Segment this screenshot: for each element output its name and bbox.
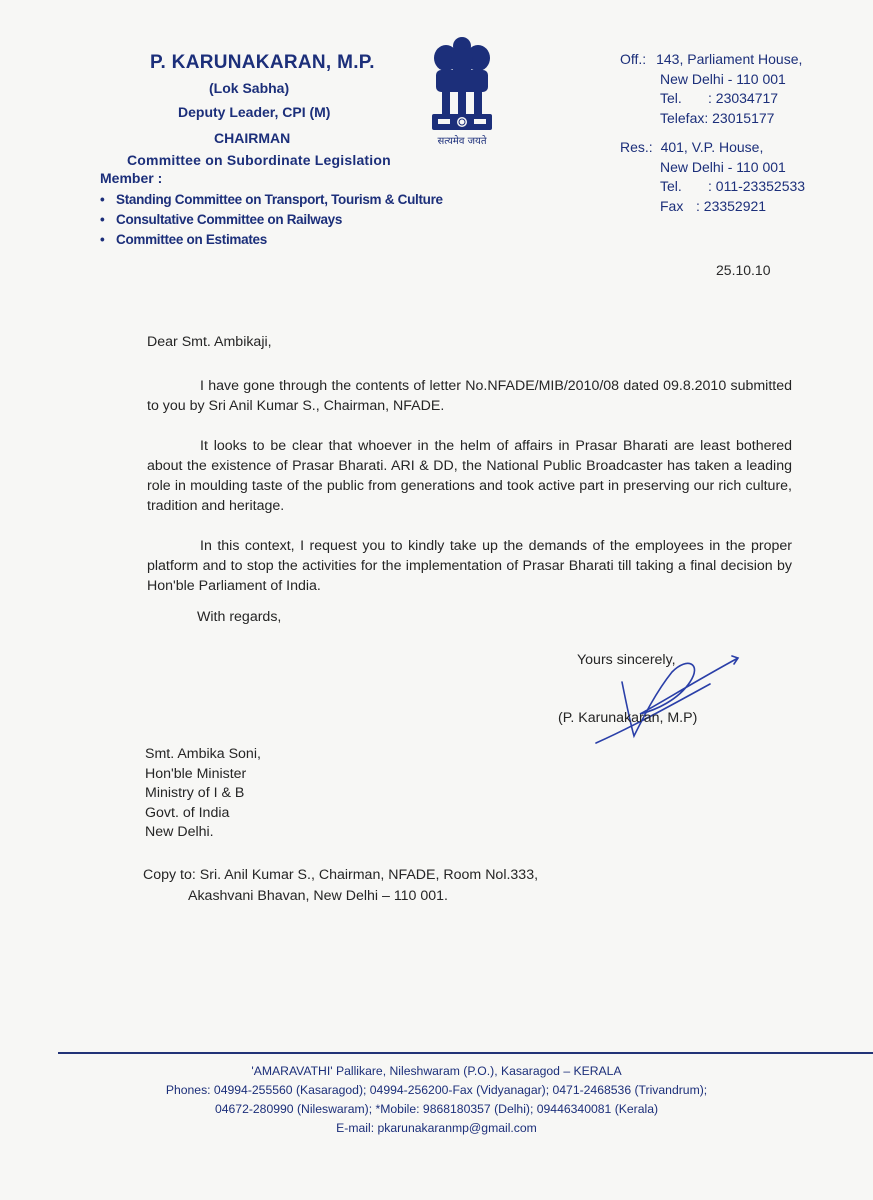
copy-to-line1: Copy to: Sri. Anil Kumar S., Chairman, NFADE, Room Nol.333, <box>143 867 539 883</box>
copy-to-block <box>143 865 538 907</box>
office-fax-label: Telefax <box>660 109 705 126</box>
recipient-line: Ministry of I & B <box>145 785 245 801</box>
chair-committee: Committee on Subordinate Legislation <box>127 152 391 168</box>
recipient-line: Govt. of India <box>145 804 230 821</box>
position-label: Deputy Leader, CPI (M) <box>178 104 331 120</box>
signatory: (P. Karunakaran, M.P) <box>558 710 698 726</box>
residence-address <box>620 138 805 216</box>
recipient-line: New Delhi. <box>145 824 214 840</box>
footer-email: E-mail: pkarunakaranmp@gmail.com <box>336 1121 537 1135</box>
house-label: (Lok Sabha) <box>209 80 290 96</box>
letter-date: 25.10.10 <box>716 262 771 278</box>
office-label: Off.: <box>620 51 647 67</box>
residence-fax-label: Fax <box>660 197 684 214</box>
emblem-motto: सत्यमेव जयते <box>437 136 487 147</box>
office-line1: 143, Parliament House, <box>656 51 803 67</box>
office-address <box>620 50 802 128</box>
office-fax: : 23015177 <box>704 109 775 126</box>
paragraph-2: It looks to be clear that whoever in the helm of affairs in Prasar Bharati are least bothered about the existence of Prasar Bharati. ARI & DD, the National Public Broadcaster has taken a leading role in moulding taste of the public from generations and took active part in preserving our rich culture, tradition and heritage. <box>147 438 792 514</box>
footer-phones-1: Phones: 04994-255560 (Kasaragod); 04994-256200-Fax (Vidyanagar); 0471-2468536 (Trivandrum); <box>165 1083 708 1097</box>
recipient-line: Hon'ble Minister <box>145 765 247 782</box>
residence-tel: : 011-23352533 <box>708 178 806 194</box>
office-tel: : 23034717 <box>708 90 779 106</box>
membership-item: • Committee on Estimates <box>100 230 443 250</box>
residence-label: Res.: <box>620 139 653 155</box>
salutation: Dear Smt. Ambikaji, <box>147 334 272 350</box>
footer <box>0 1062 873 1138</box>
office-tel-label: Tel. <box>660 90 682 106</box>
membership-list <box>100 190 443 250</box>
office-line2: New Delhi - 110 001 <box>660 70 786 87</box>
handwritten-signature <box>590 650 750 745</box>
sign-off: Yours sincerely, <box>577 652 676 668</box>
residence-line1: 401, V.P. House, <box>660 139 764 155</box>
chairman-title: CHAIRMAN <box>214 130 291 146</box>
recipient-block <box>145 745 261 843</box>
footer-address: 'AMARAVATHI' Pallikare, Nileshwaram (P.O.), Kasaragod – KERALA <box>251 1064 622 1078</box>
residence-line2: New Delhi - 110 001 <box>660 158 786 175</box>
footer-divider <box>58 1052 873 1054</box>
membership-item: • Consultative Committee on Railways <box>100 210 443 230</box>
paragraph-1: I have gone through the contents of letter No.NFADE/MIB/2010/08 dated 09.8.2010 submitted to you by Sri Anil Kumar S., Chairman, NFADE. <box>147 378 792 414</box>
residence-tel-label: Tel. <box>660 178 682 194</box>
national-emblem-icon <box>424 32 500 150</box>
footer-phones-2: 04672-280990 (Nileswaram); *Mobile: 9868180357 (Delhi); 09446340081 (Kerala) <box>214 1102 659 1116</box>
member-label: Member : <box>100 170 163 186</box>
residence-fax: : 23352921 <box>696 197 767 214</box>
paragraph-3: In this context, I request you to kindly take up the demands of the employees in the proper platform and to stop the activities for the implementation of Prasar Bharati till taking a final decision by Hon'ble Parliament of India. <box>147 538 792 594</box>
mp-name: P. KARUNAKARAN, M.P. <box>150 52 375 73</box>
closing: With regards, <box>197 609 282 625</box>
recipient-line: Smt. Ambika Soni, <box>145 746 261 762</box>
copy-to-line2: Akashvani Bhavan, New Delhi – 110 001. <box>188 888 449 904</box>
membership-item: • Standing Committee on Transport, Tourism & Culture <box>100 190 443 210</box>
